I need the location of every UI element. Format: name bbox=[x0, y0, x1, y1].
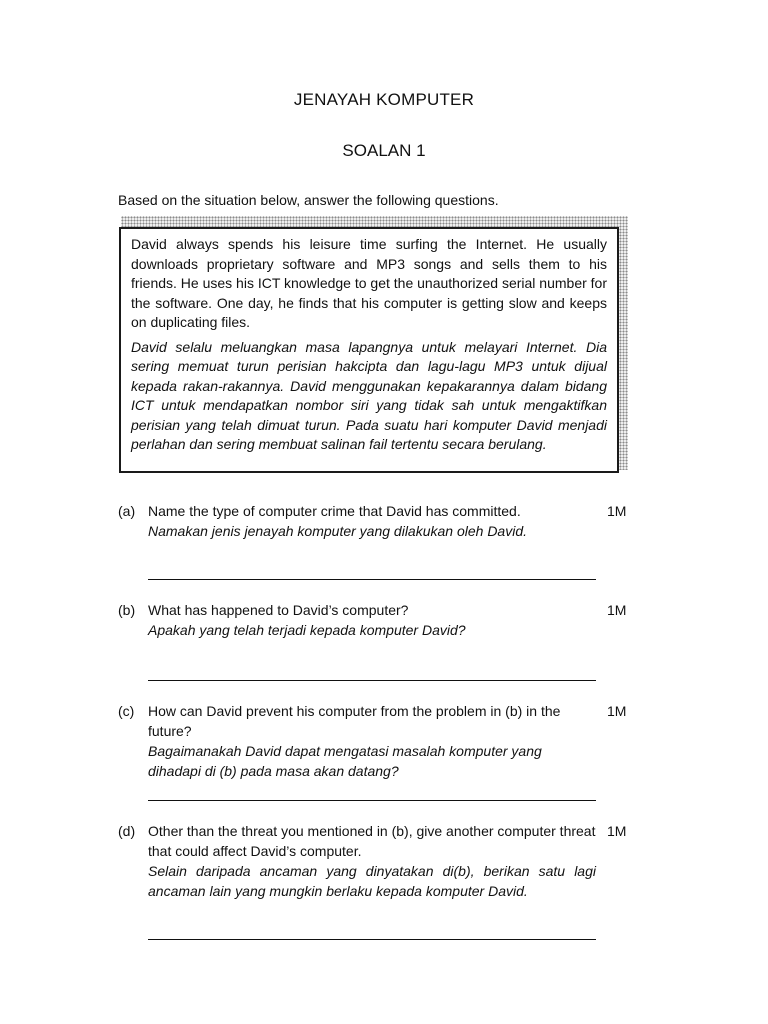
question-marks: 1M bbox=[607, 823, 627, 839]
question-english: Name the type of computer crime that David has committed. bbox=[148, 503, 521, 519]
question-malay: Selain daripada ancaman yang dinyatakan di(b), berikan satu lagi ancaman lain yang mungkin berlaku kepada komputer David. bbox=[148, 863, 596, 899]
question-label: (c) bbox=[118, 703, 135, 719]
instruction-text: Based on the situation below, answer the following questions. bbox=[118, 192, 499, 208]
question-text bbox=[148, 701, 596, 781]
question-label: (d) bbox=[118, 823, 136, 839]
question-text bbox=[148, 821, 596, 901]
question-english: How can David prevent his computer from the problem in (b) in the future? bbox=[148, 703, 561, 739]
situation-box bbox=[119, 227, 619, 473]
answer-line[interactable] bbox=[148, 800, 596, 801]
question-marks: 1M bbox=[607, 503, 627, 519]
question-malay: Namakan jenis jenayah komputer yang dilakukan oleh David. bbox=[148, 523, 527, 539]
page-title: JENAYAH KOMPUTER bbox=[293, 90, 475, 109]
page-subtitle: SOALAN 1 bbox=[342, 141, 426, 160]
answer-line[interactable] bbox=[148, 680, 596, 681]
question-text bbox=[148, 600, 596, 640]
question-marks: 1M bbox=[607, 602, 627, 618]
question-label: (a) bbox=[118, 503, 136, 519]
question-label: (b) bbox=[118, 602, 136, 618]
answer-line[interactable] bbox=[148, 939, 596, 940]
question-malay: Bagaimanakah David dapat mengatasi masalah komputer yang dihadapi di (b) pada masa akan datang? bbox=[148, 743, 542, 779]
answer-line[interactable] bbox=[148, 579, 596, 580]
question-english: Other than the threat you mentioned in (b), give another computer threat that could affect David’s computer. bbox=[148, 823, 596, 859]
situation-english: David always spends his leisure time surfing the Internet. He usually downloads proprietary software and MP3 songs and sells them to his friends. He uses his ICT knowledge to get the unauthorized serial number for the software. One day, he finds that his computer is getting slow and keeps on duplicating files. bbox=[131, 236, 607, 330]
situation-malay: David selalu meluangkan masa lapangnya untuk melayari Internet. Dia sering memuat turun perisian hakcipta dan lagu-lagu MP3 untuk dijual kepada rakan-rakannya. David menggunakan kepakarannya dalam bidang ICT untuk mendapatkan nombor siri yang tidak sah untuk mengaktifkan perisian yang telah dimuat turun. Pada suatu hari komputer David menjadi perlahan dan sering membuat salinan fail tertentu secara berulang. bbox=[131, 338, 607, 452]
question-marks: 1M bbox=[607, 703, 627, 719]
question-malay: Apakah yang telah terjadi kepada komputer David? bbox=[148, 622, 466, 638]
question-text bbox=[148, 501, 596, 541]
question-english: What has happened to David’s computer? bbox=[148, 602, 409, 618]
